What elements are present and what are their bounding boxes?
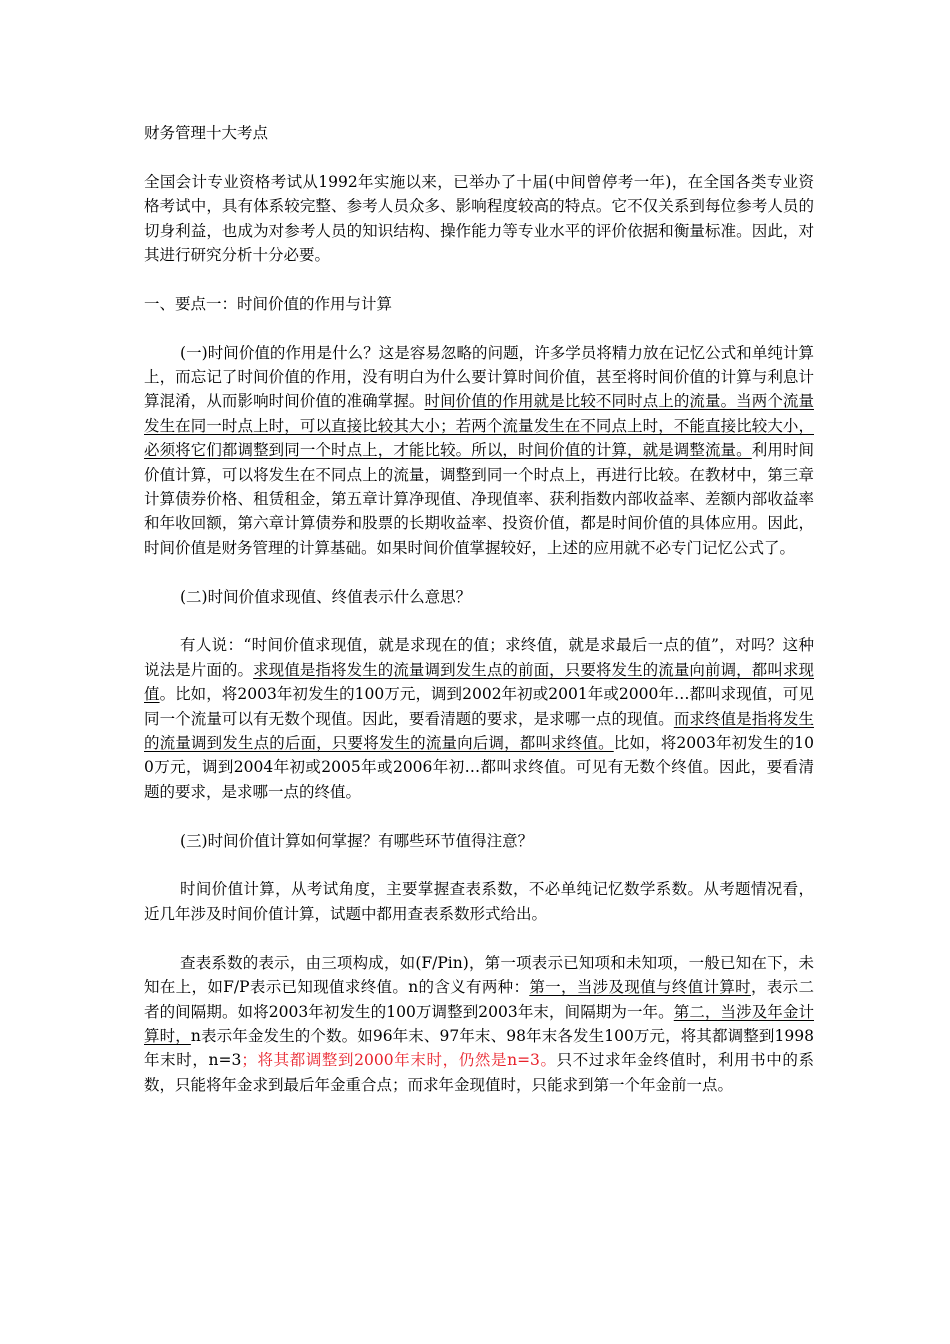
q2-underlined-present-value: 求现值是指将发生的流量调到发生点的前面，只要将发生的流量向前调，都叫求现值 [144, 660, 814, 704]
q3-underlined-first: 第一，当涉及现值与终值计算时 [529, 978, 751, 997]
document-page [144, 121, 814, 1122]
q3-paragraph-1: 时间价值计算，从考试角度，主要掌握查表系数，不必单纯记忆数学系数。从考题情况看，近几年涉及时间价值计算，试题中都用查表系数形式给出。 [144, 880, 814, 923]
q2-heading: (二)时间价值求现值、终值表示什么意思？ [180, 587, 472, 606]
q3-red-text: ；将其都调整到2000年末时，仍然是n=3。 [241, 1051, 557, 1070]
section-heading: 一、要点一：时间价值的作用与计算 [144, 294, 393, 313]
q3-underlined-second: 第二，当涉及年金计算时， [144, 1002, 814, 1045]
q3-heading: (三)时间价值计算如何掌握？有哪些环节值得注意？ [180, 831, 534, 850]
q2-text-b: 。比如，将2003年初发生的100万元，调到2002年初或2001年或2000年…都叫求现值，可见同一个流量可以有无数个现值。因此，要看清题的要求，是求哪一点的现值。 [144, 685, 814, 728]
q3-paragraph-2 [144, 951, 814, 1097]
q1-paragraph [144, 341, 814, 561]
q2-underlined-future-value: 而求终值是指将发生的流量调到发生点的后面，只要将发生的流量向后调，都叫求终值。 [144, 709, 814, 753]
q3-text-c: n表示年金发生的个数。如96年末、97年末、98年末各发生100万元，将其都调整到1998年末时，n=3 [144, 1026, 814, 1070]
q1-text-a: (一)时间价值的作用是什么？这是容易忽略的问题，许多学员将精力放在记忆公式和单纯计算上，而忘记了时间价值的作用，没有明白为什么要计算时间价值，甚至将时间价值的计算与利息计算混淆，从而影响时间价值的准确掌握。 [144, 343, 814, 411]
q2-text-a: 有人说：“时间价值求现值，就是求现在的值；求终值，就是求最后一点的值”，对吗？这种说法是片面的。 [144, 636, 814, 679]
q1-underlined-text: 时间价值的作用就是比较不同时点上的流量。当两个流量发生在同一时点上时，可以直接比较其大小；若两个流量发生在不同点上时，不能直接比较大小，必须将它们都调整到同一个时点上，才能比较。所以，时间价值的计算，就是调整流量。 [144, 392, 814, 460]
q2-paragraph [144, 633, 814, 804]
q1-text-b: 利用时间价值计算，可以将发生在不同点上的流量，调整到同一个时点上，再进行比较。在教材中，第三章计算债券价格、租赁租金，第五章计算净现值、净现值率、获利指数内部收益率、差额内部收益率和年收回额，第六章计算债券和股票的长期收益率、投资价值，都是时间价值的具体应用。因此，时间价值是财务管理的计算基础。如果时间价值掌握较好，上述的应用就不必专门记忆公式了。 [144, 441, 814, 557]
q3-text-a: 查表系数的表示，由三项构成，如(F/Pin)，第一项表示已知项和未知项，一般已知在下，未知在上，如F/P表示已知现值求终值。n的含义有两种： [144, 953, 814, 997]
q2-text-c: 比如，将2003年初发生的100万元，调到2004年初或2005年或2006年初…都叫求终值。可见有无数个终值。因此，要看清题的要求，是求哪一点的终值。 [144, 734, 814, 801]
q3-text-b: ，表示二者的间隔期。如将2003年初发生的100万调整到2003年末，间隔期为一年。 [144, 978, 814, 1021]
intro-paragraph: 全国会计专业资格考试从1992年实施以来，已举办了十届(中间曾停考一年)，在全国各类专业资格考试中，具有体系较完整、参考人员众多、影响程度较高的特点。它不仅关系到每位参考人员的切身利益，也成为对参考人员的知识结构、操作能力等专业水平的评价依据和衡量标准。因此，对其进行研究分析十分必要。 [144, 172, 814, 265]
document-title: 财务管理十大考点 [144, 124, 269, 142]
q3-text-d: 只不过求年金终值时，利用书中的系数，只能将年金求到最后年金重合点；而求年金现值时，只能求到第一个年金前一点。 [144, 1051, 814, 1094]
